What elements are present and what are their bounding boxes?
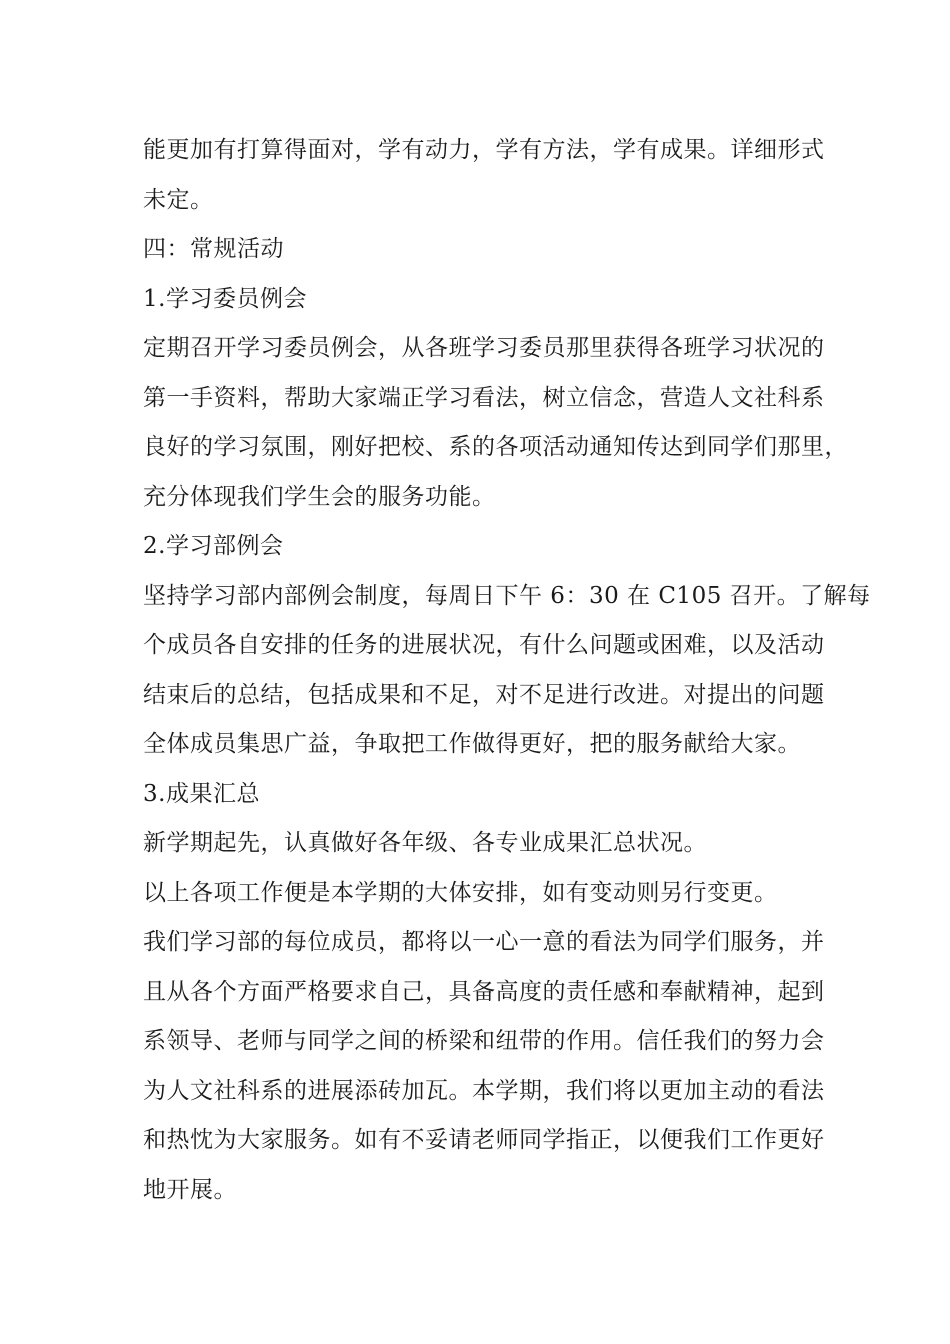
text-line: 结束后的总结，包括成果和不足，对不足进行改进。对提出的问题	[143, 681, 825, 708]
document-body	[143, 126, 871, 1215]
text-line: 我们学习部的每位成员，都将以一心一意的看法为同学们服务，并	[143, 929, 825, 955]
text-line: 定期召开学习委员例会，从各班学习委员那里获得各班学习状况的	[143, 335, 825, 361]
text-line: 良好的学习氛围，刚好把校、系的各项活动通知传达到同学们那里，	[143, 434, 848, 460]
subsection-heading: 2.学习部例会	[143, 533, 284, 559]
text-line: 以上各项工作便是本学期的大体安排，如有变动则另行变更。	[143, 879, 778, 906]
text-line: 第一手资料，帮助大家端正学习看法，树立信念，营造人文社科系	[143, 384, 825, 411]
text-line: 和热忱为大家服务。如有不妥请老师同学指正，以便我们工作更好	[143, 1127, 825, 1153]
text-line: 系领导、老师与同学之间的桥梁和纽带的作用。信任我们的努力会	[143, 1028, 825, 1054]
text-line: 个成员各自安排的任务的进展状况，有什么问题或困难，以及活动	[143, 632, 825, 658]
subsection-heading: 3.成果汇总	[143, 780, 260, 807]
text-line: 地开展。	[143, 1176, 237, 1203]
text-line: 充分体现我们学生会的服务功能。	[143, 483, 496, 510]
subsection-heading: 1.学习委员例会	[143, 285, 307, 312]
text-line: 且从各个方面严格要求自己，具备高度的责任感和奉献精神，起到	[143, 978, 825, 1005]
text-line: 为人文社科系的进展添砖加瓦。本学期，我们将以更加主动的看法	[143, 1077, 825, 1104]
text-line: 全体成员集思广益，争取把工作做得更好，把的服务献给大家。	[143, 731, 801, 757]
text-line: 未定。	[143, 186, 214, 213]
text-line: 能更加有打算得面对，学有动力，学有方法，学有成果。详细形式	[143, 137, 825, 163]
section-heading: 四：常规活动	[143, 236, 284, 262]
text-line: 新学期起先，认真做好各年级、各专业成果汇总状况。	[143, 830, 707, 856]
text-line: 坚持学习部内部例会制度，每周日下午 6：30 在 C105 召开。了解每	[143, 582, 871, 609]
